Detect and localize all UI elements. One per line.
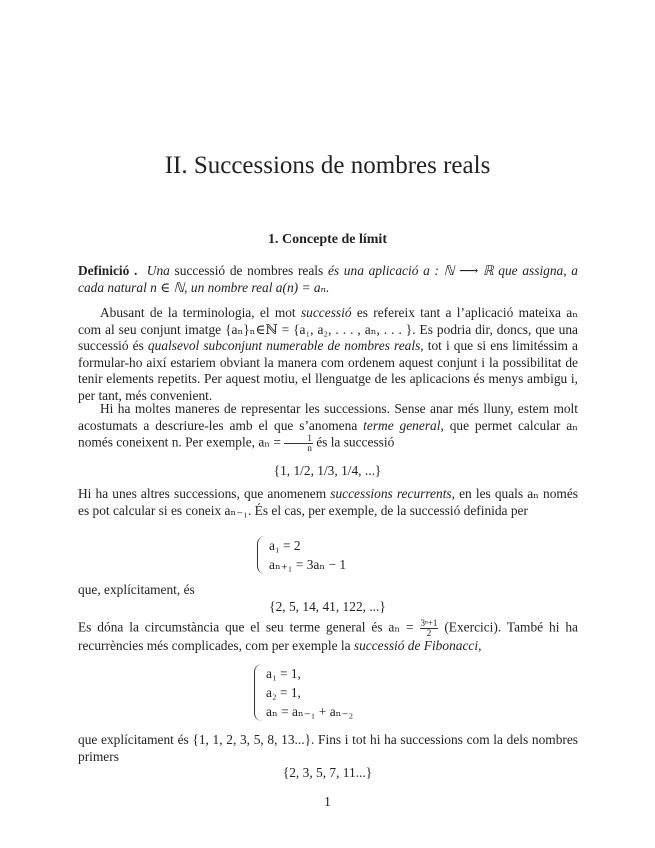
text: , en les quals aₙ només es pot calcular si es coneix aₙ₋₁. És el cas, per exemple, de la successió definida per: [78, 486, 579, 518]
display-equation: {2, 5, 14, 41, 122, ...}: [269, 599, 386, 614]
chapter-title: II. Successions de nombres reals: [164, 152, 491, 179]
definition-label: Definició .: [78, 263, 138, 278]
definition-text: és una aplicació a : ℕ ⟶ ℝ que assigna,: [327, 263, 567, 278]
definition: [78, 263, 578, 296]
emphasis: successions recurrents: [330, 486, 452, 501]
text: (Exercici). També hi ha recurrències més complicades, com per exemple la: [78, 619, 578, 653]
paragraph: que, explícitament, és: [78, 582, 195, 597]
text: és la successió: [312, 434, 395, 450]
emphasis: terme general: [363, 417, 441, 433]
definition-text: a cada natural n ∈ ℕ, un nombre real a(n) = aₙ.: [78, 263, 578, 295]
equation-line: a₁ = 1,: [266, 666, 301, 681]
section-title: 1. Concepte de límit: [268, 232, 387, 247]
denominator: n: [307, 443, 312, 454]
emphasis: qualsevol subconjunt numerable de nombres reals: [147, 338, 421, 354]
numerator: 1: [284, 434, 313, 444]
equation-line: aₙ = aₙ₋₁ + aₙ₋₂: [266, 704, 354, 719]
emphasis: successió: [300, 305, 352, 320]
text: , tot i que si ens limitéssim a formular-ho així estariem obviant la manera com ordenem aquest conjunt i la possibilitat de tenir elements repetits. Per aquest motiu, el llenguatge de les aplicacions és menys ambigu i, per tant, més convenient.: [78, 338, 578, 403]
paragraph: [78, 619, 578, 655]
equation-line: a₁ = 2: [269, 538, 301, 553]
page-number: 1: [324, 794, 331, 809]
emphasis: successió de Fibonacci: [353, 638, 479, 653]
text: es refereix tant a l’aplicació mateixa aₙ com al seu conjunt imatge {aₙ}ₙ∈ℕ = {a₁, a₂, . . . , aₙ, . . . }. Es podria dir, doncs, que una successió és: [78, 305, 578, 354]
equation-line: a₂ = 1,: [266, 685, 301, 700]
display-equation: {2, 3, 5, 7, 11...}: [282, 765, 373, 780]
equation-line: aₙ₊₁ = 3aₙ − 1: [269, 557, 347, 572]
text: Es dóna la circumstància que el seu terme general és aₙ =: [78, 619, 420, 635]
text: Hi ha moltes maneres de representar les successions. Sense anar més lluny, estem molt acostumats a descriure-les amb el que s’anomena: [78, 401, 578, 433]
paragraph: que explícitament és {1, 1, 2, 3, 5, 8, 13...}. Fins i tot hi ha successions com la dels nombres primers: [78, 732, 578, 764]
text: Abusant de la terminologia, el mot: [100, 305, 301, 320]
fraction: [284, 434, 313, 453]
cases-equation: [257, 536, 346, 574]
cases-equation: [254, 664, 353, 721]
paragraph: [78, 486, 578, 519]
numerator: 3ⁿ+1: [420, 618, 438, 628]
text: ,: [478, 638, 482, 653]
fraction: [420, 619, 439, 638]
definition-text: successió de nombres reals: [169, 263, 328, 278]
display-equation: {1, 1/2, 1/3, 1/4, ...}: [273, 463, 382, 478]
definition-text: Una: [146, 263, 170, 278]
text: Hi ha unes altres successions, que anomenem: [78, 486, 331, 501]
denominator: 2: [426, 628, 432, 638]
brace-icon: [257, 536, 265, 574]
brace-icon: [254, 664, 262, 721]
paragraph: [78, 401, 578, 453]
text: , que permet calcular aₙ només coneixent n. Per exemple, aₙ =: [78, 417, 578, 450]
paragraph: [78, 305, 578, 405]
